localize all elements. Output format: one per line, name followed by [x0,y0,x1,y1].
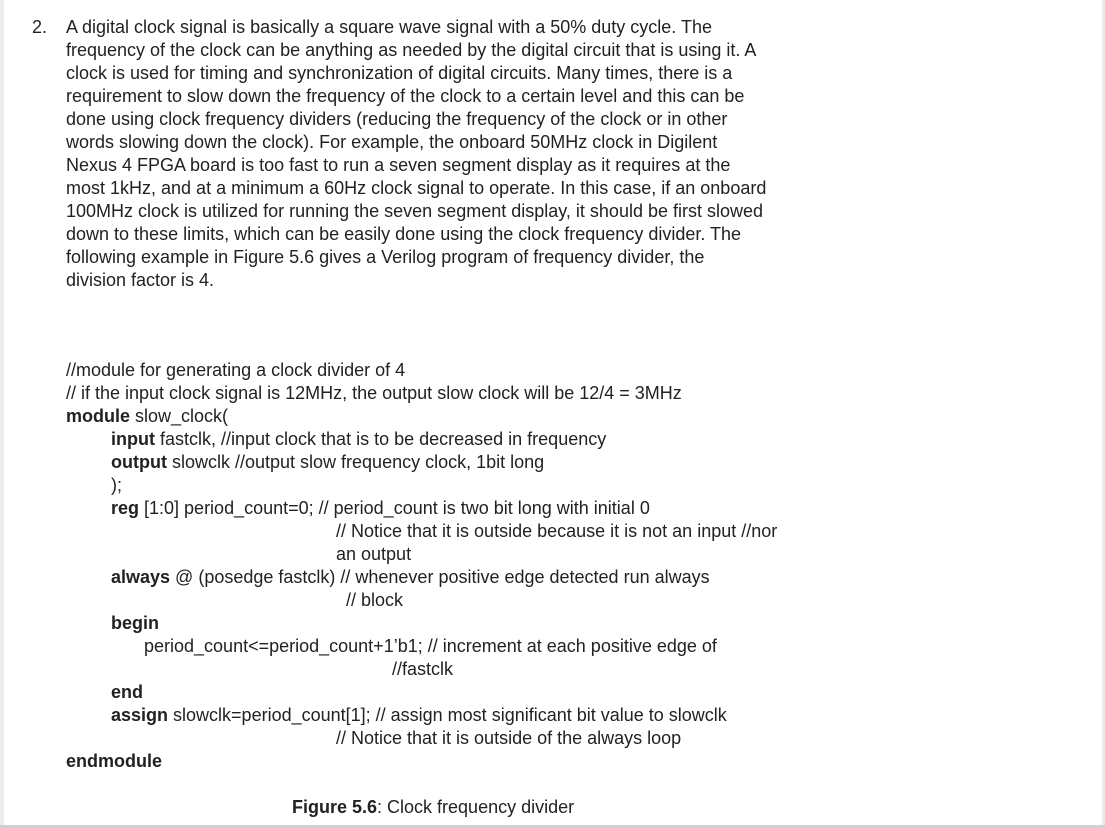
input-declaration: fastclk, //input clock that is to be decreased in frequency [154,429,607,449]
code-close-paren: ); [111,475,122,495]
assign-statement: slowclk=period_count[1]; // assign most significant bit value to slowclk [168,705,727,725]
keyword-assign: assign [111,705,169,725]
output-declaration: slowclk //output slow frequency clock, 1bit long [166,452,545,472]
keyword-reg: reg [111,498,140,518]
paragraph-line: requirement to slow down the frequency of the clock to a certain level and this can be [66,86,745,106]
code-comment-line: //module for generating a clock divider of 4 [66,360,406,380]
keyword-input: input [111,429,155,449]
keyword-begin: begin [111,613,159,633]
paragraph-line: following example in Figure 5.6 gives a Verilog program of frequency divider, the [66,247,705,267]
module-declaration: slow_clock( [130,406,229,426]
code-reg-note: // Notice that it is outside because it is not an input //nor [336,521,778,541]
code-assign-note: // Notice that it is outside of the always loop [336,728,682,748]
code-module-line [66,405,228,428]
code-assign-line [111,704,727,727]
question-paragraph [66,16,856,292]
paragraph-line: frequency of the clock can be anything as needed by the digital circuit that is using it. A [66,40,757,60]
keyword-endmodule: endmodule [66,751,163,771]
code-always-line [111,566,710,589]
paragraph-line: division factor is 4. [66,270,215,290]
keyword-module: module [66,406,131,426]
figure-caption [292,796,574,819]
paragraph-line: down to these limits, which can be easily done using the clock frequency divider. The [66,224,742,244]
paragraph-line: 100MHz clock is utilized for running the seven segment display, it should be first slowed [66,201,764,221]
question-number: 2. [32,17,48,37]
keyword-end: end [111,682,144,702]
page-left-border [0,0,4,828]
paragraph-line: words slowing down the clock). For example, the onboard 50MHz clock in Digilent [66,132,718,152]
keyword-always: always [111,567,171,587]
reg-declaration: [1:0] period_count=0; // period_count is two bit long with initial 0 [139,498,650,518]
code-reg-note: an output [336,544,412,564]
code-increment-line: period_count<=period_count+1’b1; // increment at each positive edge of [144,636,717,656]
always-statement: @ (posedge fastclk) // whenever positive edge detected run always [170,567,710,587]
code-input-line [111,428,606,451]
code-comment-line: // if the input clock signal is 12MHz, the output slow clock will be 12/4 = 3MHz [66,383,682,403]
paragraph-line: A digital clock signal is basically a square wave signal with a 50% duty cycle. The [66,17,712,37]
code-always-note: // block [346,590,404,610]
figure-label: Figure 5.6 [292,797,378,817]
figure-caption-text: : Clock frequency divider [377,797,575,817]
paragraph-line: Nexus 4 FPGA board is too fast to run a seven segment display as it requires at the [66,155,731,175]
paragraph-line: clock is used for timing and synchronization of digital circuits. Many times, there is a [66,63,733,83]
code-output-line [111,451,544,474]
paragraph-line: done using clock frequency dividers (reducing the frequency of the clock or in other [66,109,728,129]
code-reg-line [111,497,650,520]
keyword-output: output [111,452,167,472]
code-increment-note: //fastclk [392,659,454,679]
paragraph-line: most 1kHz, and at a minimum a 60Hz clock signal to operate. In this case, if an onboard [66,178,767,198]
